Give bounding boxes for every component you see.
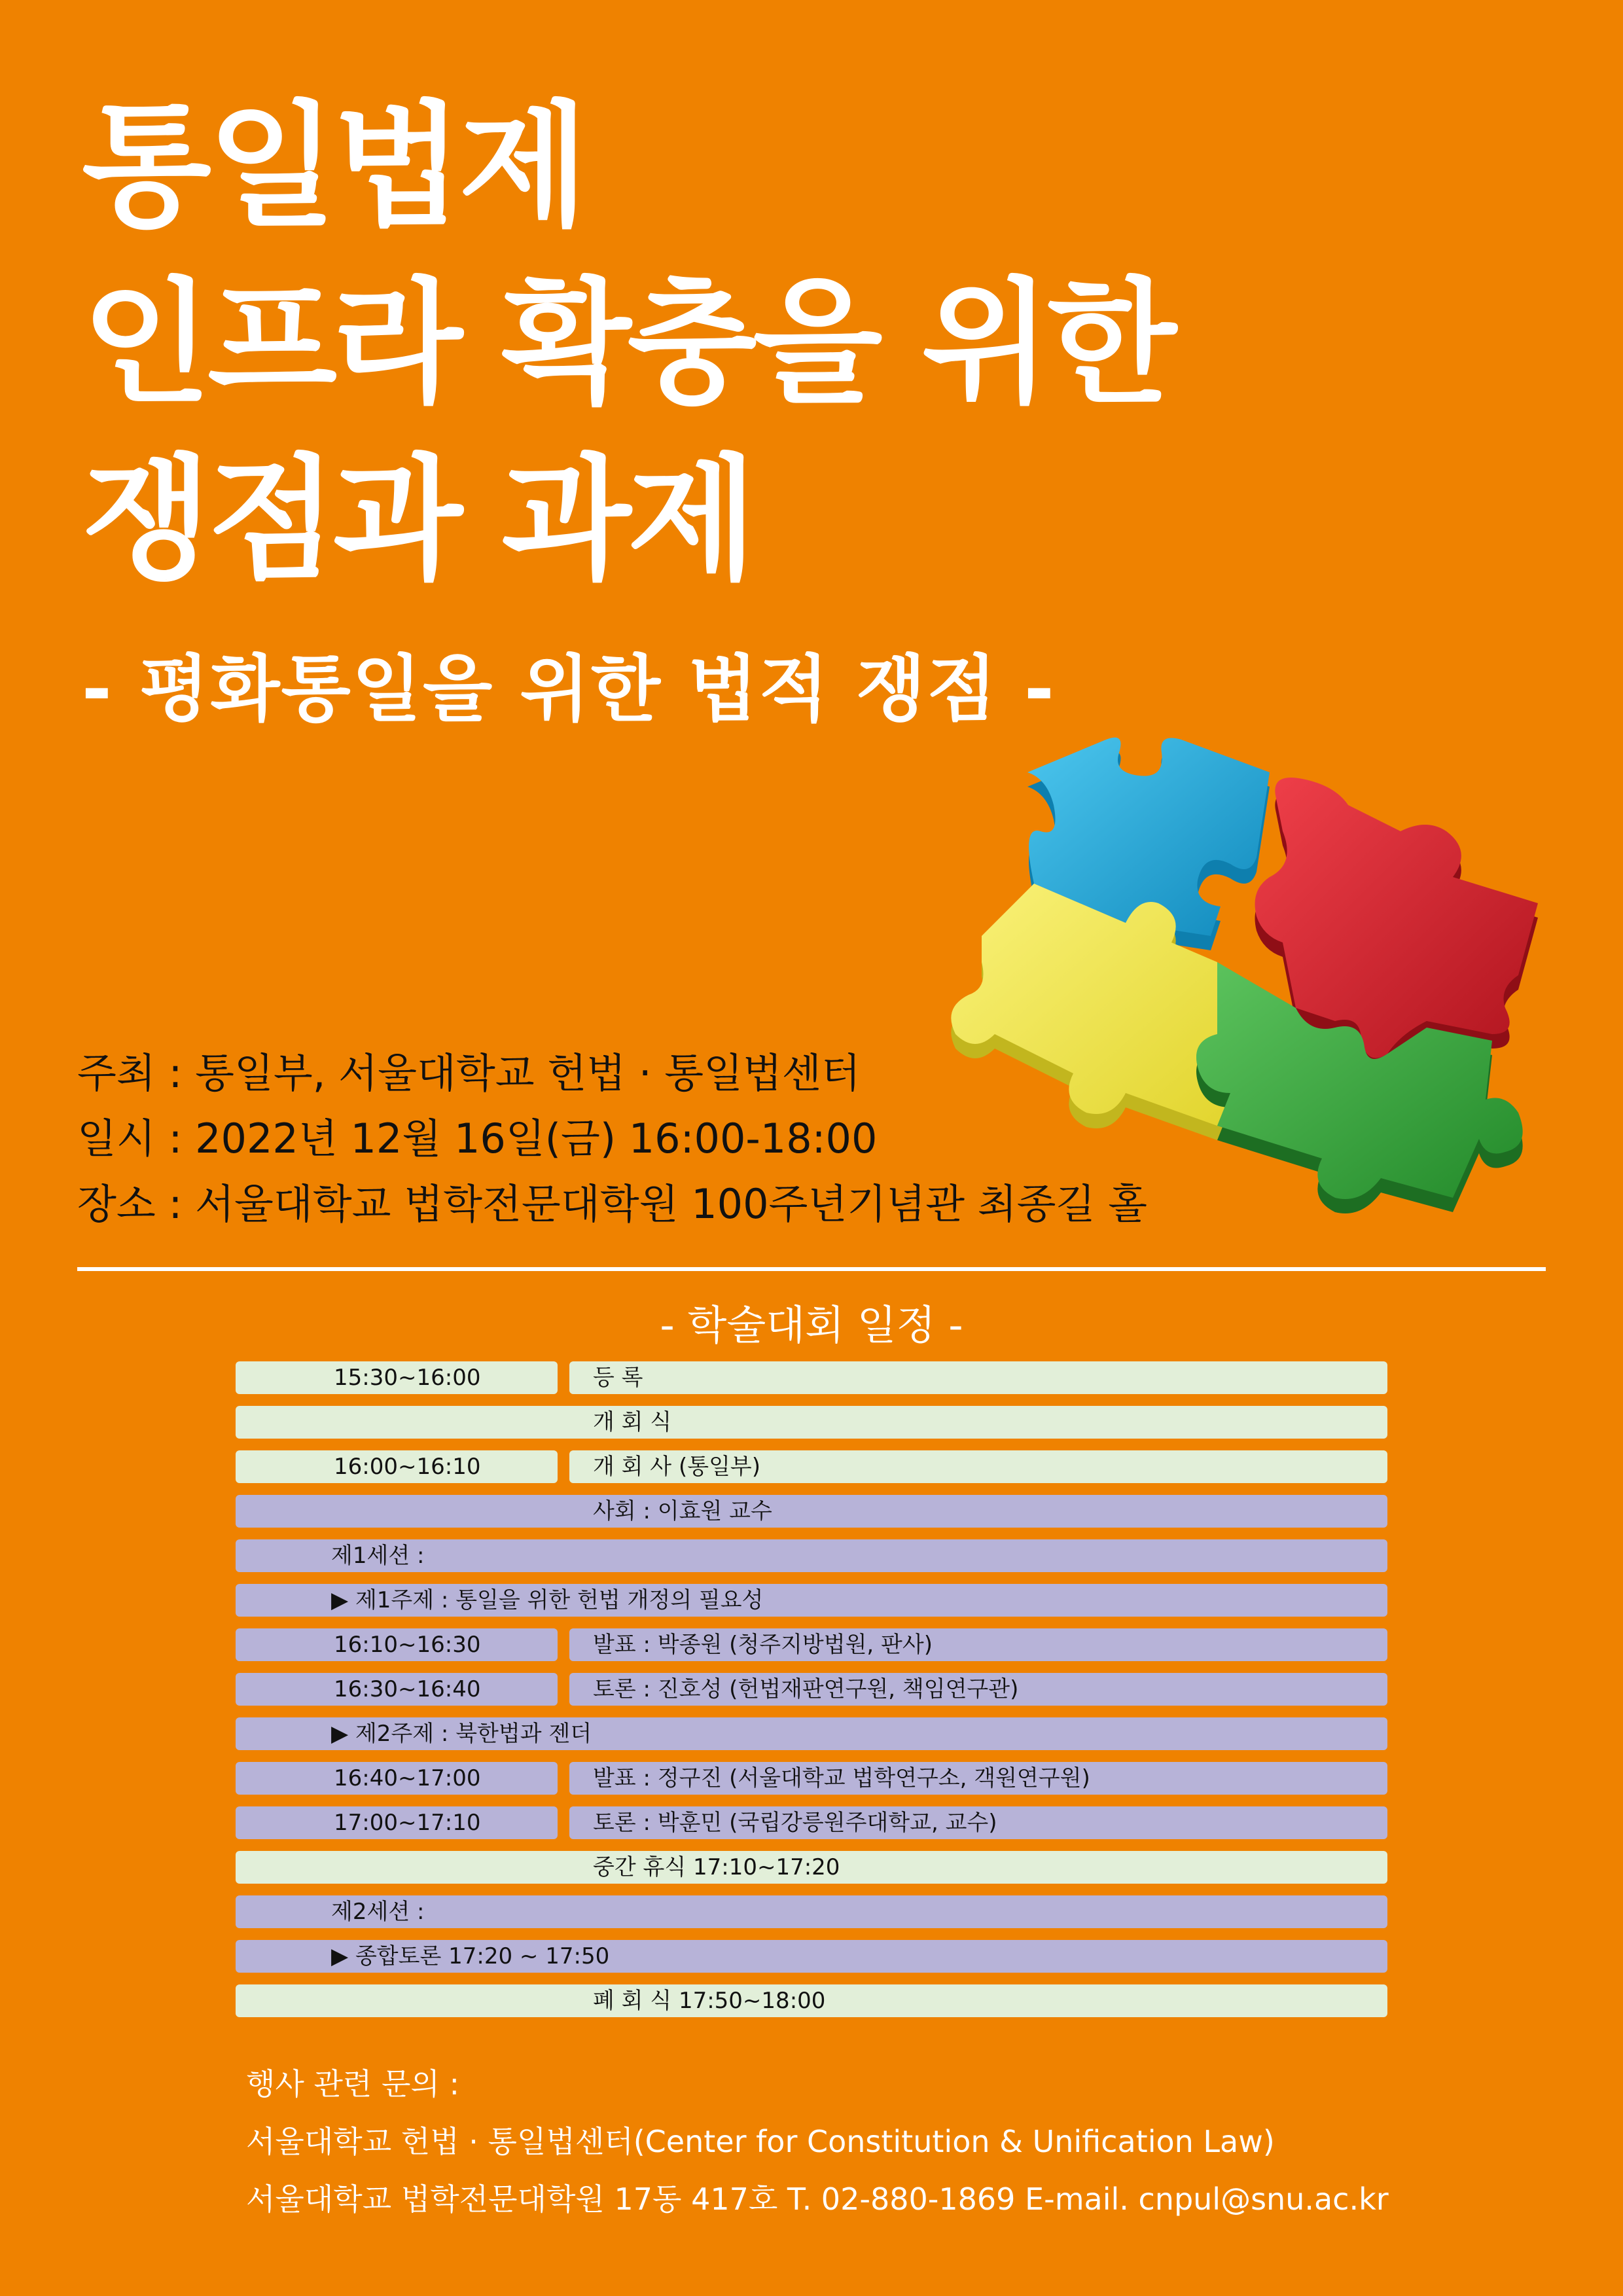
schedule-desc: 발표 : 박종원 (청주지방법원, 판사) bbox=[569, 1628, 1387, 1661]
schedule-row bbox=[236, 1895, 1387, 1928]
title-line-1: 통일법제 bbox=[82, 89, 585, 245]
schedule-heading: - 학술대회 일정 - bbox=[660, 1301, 963, 1349]
schedule-row bbox=[236, 1450, 1387, 1483]
schedule-row bbox=[236, 1584, 1387, 1617]
schedule-row bbox=[236, 1806, 1387, 1839]
schedule-time: 16:10~16:30 bbox=[236, 1628, 558, 1661]
schedule-time: 15:30~16:00 bbox=[236, 1361, 558, 1394]
date-line: 일시 : 2022년 12월 16일(금) 16:00-18:00 bbox=[77, 1115, 878, 1162]
place-line: 장소 : 서울대학교 법학전문대학원 100주년기념관 최종길 홀 bbox=[77, 1180, 1147, 1228]
schedule-row bbox=[236, 1495, 1387, 1528]
schedule-time: 16:30~16:40 bbox=[236, 1673, 558, 1706]
title-line-2: 인프라 확충을 위한 bbox=[82, 266, 1173, 422]
schedule-row bbox=[236, 1673, 1387, 1706]
divider-line bbox=[77, 1267, 1546, 1271]
schedule-table bbox=[236, 1361, 1387, 2029]
schedule-row bbox=[236, 1628, 1387, 1661]
schedule-full: ▶ 제1주제 : 통일을 위한 헌법 개정의 필요성 bbox=[236, 1584, 1387, 1617]
schedule-desc: 발표 : 정구진 (서울대학교 법학연구소, 객원연구원) bbox=[569, 1762, 1387, 1795]
schedule-row bbox=[236, 1717, 1387, 1750]
schedule-desc: 개 회 사 (통일부) bbox=[569, 1450, 1387, 1483]
schedule-full: 제2세션 : bbox=[236, 1895, 1387, 1928]
schedule-time: 16:00~16:10 bbox=[236, 1450, 558, 1483]
schedule-full: ▶ 제2주제 : 북한법과 젠더 bbox=[236, 1717, 1387, 1750]
schedule-desc: 토론 : 박훈민 (국립강릉원주대학교, 교수) bbox=[569, 1806, 1387, 1839]
schedule-desc: 등 록 bbox=[569, 1361, 1387, 1394]
schedule-row bbox=[236, 1539, 1387, 1572]
schedule-full: 폐 회 식 17:50~18:00 bbox=[236, 1984, 1387, 2017]
contact-org: 서울대학교 헌법 · 통일법센터(Center for Constitution & Unification Law) bbox=[246, 2124, 1275, 2159]
contact-heading: 행사 관련 문의 : bbox=[246, 2066, 459, 2102]
contact-info bbox=[246, 2055, 1389, 2228]
schedule-row bbox=[236, 1762, 1387, 1795]
schedule-time: 16:40~17:00 bbox=[236, 1762, 558, 1795]
schedule-row bbox=[236, 1406, 1387, 1439]
schedule-desc: 토론 : 진호성 (헌법재판연구원, 책임연구관) bbox=[569, 1673, 1387, 1706]
schedule-full: 개 회 식 bbox=[236, 1406, 1387, 1439]
schedule-full: 사회 : 이효원 교수 bbox=[236, 1495, 1387, 1528]
schedule-full: 제1세션 : bbox=[236, 1539, 1387, 1572]
schedule-row bbox=[236, 1361, 1387, 1394]
schedule-row bbox=[236, 1940, 1387, 1973]
title-line-3: 쟁점과 과제 bbox=[82, 442, 753, 598]
poster-title bbox=[82, 79, 1173, 609]
schedule-time: 17:00~17:10 bbox=[236, 1806, 558, 1839]
poster-subtitle: - 평화통일을 위한 법적 쟁점 - bbox=[82, 647, 1056, 731]
host-line: 주최 : 통일부, 서울대학교 헌법 · 통일법센터 bbox=[77, 1049, 861, 1097]
schedule-row bbox=[236, 1851, 1387, 1884]
schedule-full: 중간 휴식 17:10~17:20 bbox=[236, 1851, 1387, 1884]
contact-address: 서울대학교 법학전문대학원 17동 417호 T. 02-880-1869 E-mail. cnpul@snu.ac.kr bbox=[246, 2181, 1389, 2217]
schedule-row bbox=[236, 1984, 1387, 2017]
event-info bbox=[77, 1041, 1147, 1237]
schedule-full: ▶ 종합토론 17:20 ~ 17:50 bbox=[236, 1940, 1387, 1973]
